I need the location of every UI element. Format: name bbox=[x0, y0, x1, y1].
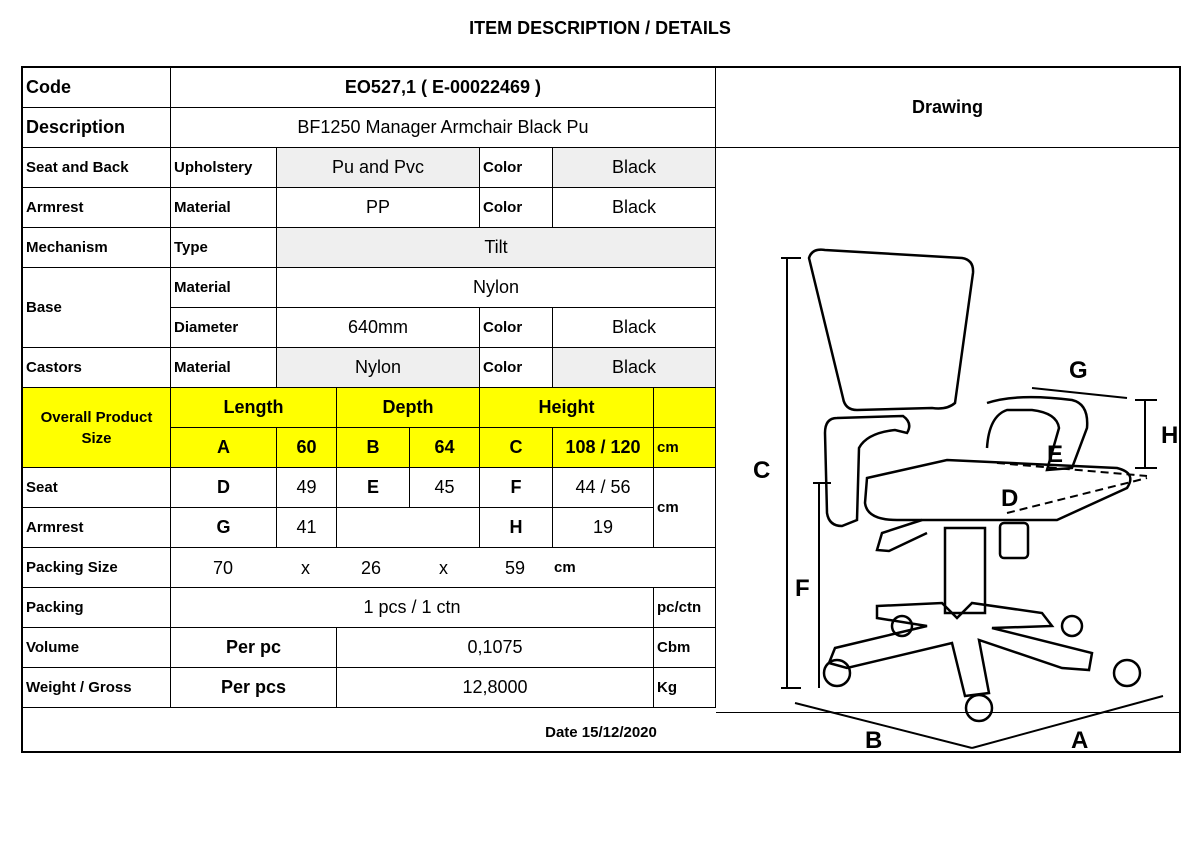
castors-label: Castors bbox=[23, 348, 171, 388]
date-footer: Date 15/12/2020 bbox=[545, 723, 657, 741]
castor-shape bbox=[824, 660, 850, 686]
dim-c-letter: C bbox=[480, 428, 553, 468]
packing-size-v2: 26 bbox=[361, 558, 382, 578]
dim-h-letter: H bbox=[480, 508, 553, 548]
base-diameter: 640mm bbox=[277, 308, 480, 348]
description-label: Description bbox=[23, 108, 171, 148]
weight-value: 12,8000 bbox=[337, 668, 654, 708]
drawing-header: Drawing bbox=[716, 68, 1179, 148]
armrest-color: Black bbox=[553, 188, 716, 228]
drawing-label-h: H bbox=[1161, 422, 1179, 449]
drawing-label-f: F bbox=[795, 575, 810, 602]
dim-d-letter: D bbox=[171, 468, 277, 508]
dim-e-value: 45 bbox=[410, 468, 480, 508]
volume-label: Volume bbox=[23, 628, 171, 668]
base-label: Base bbox=[23, 268, 171, 348]
dim-e-letter: E bbox=[337, 468, 410, 508]
dim-b-letter: B bbox=[337, 428, 410, 468]
packing-size-x2: x bbox=[439, 558, 448, 578]
packing-size-v1: 70 bbox=[213, 558, 234, 578]
base-diameter-label: Diameter bbox=[171, 308, 277, 348]
chair-drawing bbox=[716, 148, 1181, 754]
spec-sheet bbox=[21, 66, 1181, 753]
dim-c-value: 108 / 120 bbox=[553, 428, 654, 468]
armrest-value: PP bbox=[277, 188, 480, 228]
code-label: Code bbox=[23, 68, 171, 108]
packing-size-label: Packing Size bbox=[23, 548, 171, 588]
dim-line-d bbox=[1007, 478, 1147, 513]
length-header: Length bbox=[171, 388, 337, 428]
volume-unit: Cbm bbox=[654, 628, 716, 668]
castor-shape bbox=[1114, 660, 1140, 686]
depth-header: Depth bbox=[337, 388, 480, 428]
seat-back-color: Black bbox=[553, 148, 716, 188]
weight-unit: Kg bbox=[654, 668, 716, 708]
overall-blank-cell bbox=[654, 388, 716, 428]
seat-back-value: Pu and Pvc bbox=[277, 148, 480, 188]
dim-f-letter: F bbox=[480, 468, 553, 508]
lever-shape bbox=[877, 520, 927, 551]
dim-d-value: 49 bbox=[277, 468, 337, 508]
castors-value: Nylon bbox=[277, 348, 480, 388]
overall-unit: cm bbox=[654, 428, 716, 468]
castor-shape bbox=[1062, 616, 1082, 636]
drawing-label-c: C bbox=[753, 457, 771, 484]
seat-armrest-unit: cm bbox=[654, 468, 716, 548]
drawing-label-a: A bbox=[1071, 727, 1089, 754]
base-color: Black bbox=[553, 308, 716, 348]
castors-color: Black bbox=[553, 348, 716, 388]
drawing-label-e: E bbox=[1047, 441, 1064, 468]
seat-back-color-label: Color bbox=[480, 148, 553, 188]
weight-per: Per pcs bbox=[171, 668, 337, 708]
packing-unit: pc/ctn bbox=[654, 588, 716, 628]
base-star-shape bbox=[829, 603, 1092, 696]
base-material-label: Material bbox=[171, 268, 277, 308]
drawing-label-d: D bbox=[1001, 485, 1019, 512]
code-value: EO527,1 ( E-00022469 ) bbox=[171, 68, 716, 108]
seat-back-label: Seat and Back bbox=[23, 148, 171, 188]
dim-a-letter: A bbox=[171, 428, 277, 468]
armrest-label: Armrest bbox=[23, 188, 171, 228]
armrest-blank-cell bbox=[337, 508, 480, 548]
drawing-label-g: G bbox=[1069, 357, 1088, 384]
packing-label: Packing bbox=[23, 588, 171, 628]
gas-lift-shape bbox=[945, 528, 985, 613]
packing-size-x1: x bbox=[301, 558, 310, 578]
seat-shape bbox=[865, 460, 1130, 520]
dim-h-value: 19 bbox=[553, 508, 654, 548]
dim-g-letter: G bbox=[171, 508, 277, 548]
seat-back-attr: Upholstery bbox=[171, 148, 277, 188]
dim-a-value: 60 bbox=[277, 428, 337, 468]
backrest-shape bbox=[809, 250, 973, 410]
packing-size-v3: 59 bbox=[505, 558, 526, 578]
page-title: ITEM DESCRIPTION / DETAILS bbox=[469, 18, 731, 38]
mechanism-attr: Type bbox=[171, 228, 277, 268]
dim-f-value: 44 / 56 bbox=[553, 468, 654, 508]
volume-value: 0,1075 bbox=[337, 628, 654, 668]
volume-per: Per pc bbox=[171, 628, 337, 668]
dim-g-value: 41 bbox=[277, 508, 337, 548]
castors-attr: Material bbox=[171, 348, 277, 388]
mechanism-value: Tilt bbox=[277, 228, 716, 268]
description-value: BF1250 Manager Armchair Black Pu bbox=[171, 108, 716, 148]
seat-label: Seat bbox=[23, 468, 171, 508]
height-header: Height bbox=[480, 388, 654, 428]
base-color-label: Color bbox=[480, 308, 553, 348]
dim-b-value: 64 bbox=[410, 428, 480, 468]
weight-label: Weight / Gross bbox=[23, 668, 171, 708]
packing-size-row bbox=[171, 548, 716, 588]
armrest-color-label: Color bbox=[480, 188, 553, 228]
overall-size-label: Overall Product Size bbox=[23, 388, 171, 468]
castors-color-label: Color bbox=[480, 348, 553, 388]
drawing-label-b: B bbox=[865, 727, 883, 754]
knob-shape bbox=[1000, 523, 1028, 558]
mechanism-label: Mechanism bbox=[23, 228, 171, 268]
base-material: Nylon bbox=[277, 268, 716, 308]
packing-size-unit: cm bbox=[554, 559, 576, 576]
armrest-attr: Material bbox=[171, 188, 277, 228]
packing-value: 1 pcs / 1 ctn bbox=[171, 588, 654, 628]
right-armrest-shape bbox=[987, 397, 1087, 470]
armrest-dims-label: Armrest bbox=[23, 508, 171, 548]
